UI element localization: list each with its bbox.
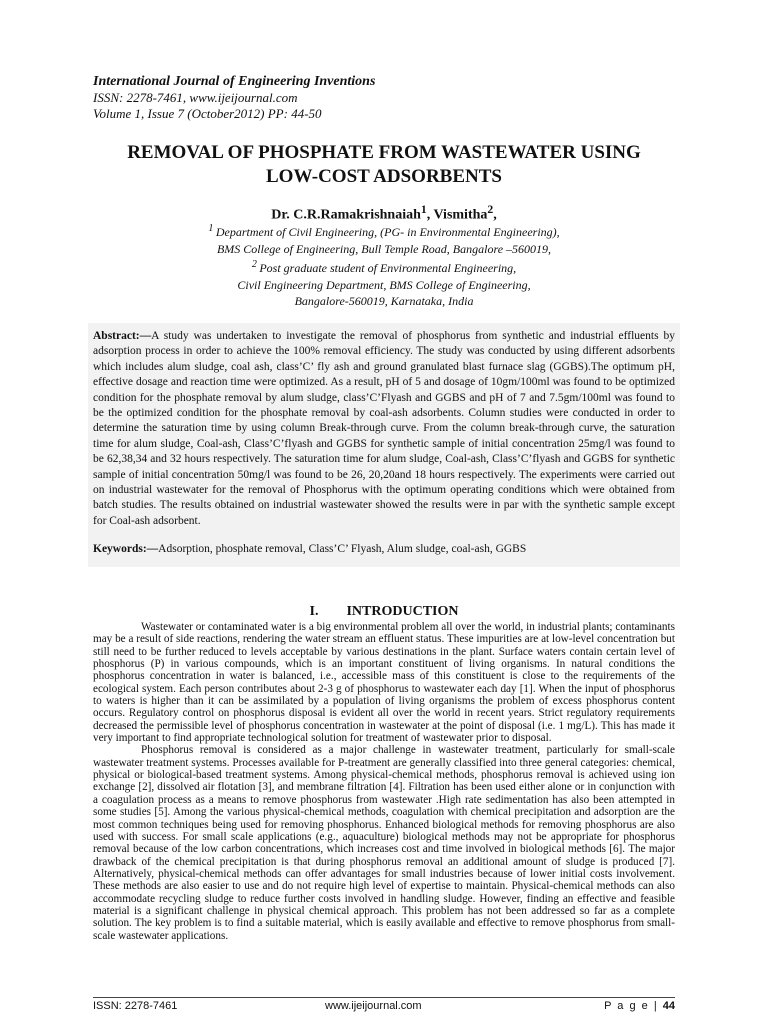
journal-name: International Journal of Engineering Inventions — [93, 74, 376, 89]
volume-line: Volume 1, Issue 7 (October2012) PP: 44-50 — [93, 106, 322, 121]
abstract — [93, 329, 675, 529]
title-line-1: REMOVAL OF PHOSPHATE FROM WASTEWATER USING — [127, 142, 641, 163]
keywords-label: Keywords:— — [93, 543, 159, 555]
affiliation-line-5: Bangalore-560019, Karnataka, India — [294, 294, 474, 308]
footer-divider — [93, 997, 675, 998]
affiliations — [60, 221, 708, 310]
page-label: P a g e | — [604, 1000, 663, 1012]
author-2: Vismitha — [433, 207, 488, 223]
author-1: Dr. C.R.Ramakrishnaiah — [271, 207, 421, 223]
abstract-text: A study was undertaken to investigate the removal of phosphorus from synthetic and industrial effluents by adsorption process in order to achieve the 100% removal efficiency. The study was conducted by using different adsorbents which includes alum sludge, coal ash, class’C’ fly ash and ground granulated blast furnace slag (GGBS).The optimum pH, effective dosage and reaction time were optimized. As a result, pH of 5 and dosage of 10gm/100ml was found to be optimized condition for the phosphate removal by alum sludge, class’C’Flyash and GGBS and pH of 7 and 7.5gm/100ml was found to be the optimized condition for the phosphate removal by coal-ash adsorbents. Column studies were conducted in order to determine the saturation time by using column Break-through curve. From the column break-through curve, the saturation time for alum sludge, Coal-ash, Class’C’flyash and GGBS for synthetic sample of initial concentration 25mg/l was found to be 62,38,34 and 32 hours respectively. The saturation time for alum sludge, Coal-ash, Class’C’flyash and GGBS for synthetic sample of initial concentration 50mg/l was found to be 26, 20,20and 18 hours respectively. The experiments were carried out on industrial wastewater for the removal of Phosphorus with the optimum operating conditions which were obtained from batch studies. The results obtained on industrial wastewater showed the results were in par with the synthetic sample except for Coal-ash adsorbent. — [93, 330, 675, 527]
section-title: INTRODUCTION — [346, 604, 459, 619]
section-heading — [60, 604, 708, 620]
affiliation-line-3 — [60, 257, 708, 277]
footer-page-number — [604, 1000, 675, 1012]
section-number: I. — [309, 604, 319, 619]
keywords — [93, 543, 675, 555]
affiliation-line-4: Civil Engineering Department, BMS College of Engineering, — [237, 277, 531, 292]
affiliation-line-1 — [60, 221, 708, 241]
author-end: , — [493, 207, 497, 223]
page-number: 44 — [662, 1000, 675, 1012]
issn-line: ISSN: 2278-7461, www.ijeijournal.com — [93, 90, 298, 105]
introduction-body — [93, 621, 675, 942]
footer-website-link[interactable]: www.ijeijournal.com — [325, 1000, 422, 1012]
affiliation-text-1: Department of Civil Engineering, (PG- in Environmental Engineering), — [215, 225, 560, 239]
paper-title — [60, 141, 708, 189]
author-1-sup: 1 — [420, 203, 427, 216]
footer-issn: ISSN: 2278-7461 — [93, 1000, 178, 1012]
journal-header — [93, 73, 375, 122]
affiliation-sup-2: 2 — [251, 259, 260, 270]
paragraph: Phosphorus removal is considered as a major challenge in wastewater treatment, particularly for small-scale wastewater treatment systems. Processes available for P-treatment are generally classified into three general categories: chemical, physical or biological-based treatment systems. Among physical-chemical methods, phosphorus removal is achieved using ion exchange [2], dissolved air flotation [3], and membrane filtration [4]. Filtration has been used either alone or in conjunction with a coagulation process as a means to remove phosphorus from wastewater .High rate sedimentation has also been attempted in some studies [5]. Among the various physical-chemical methods, coagulation with chemical precipitation and adsorption are the most common techniques being used for removing phosphorus. Enhanced biological methods for removing phosphorus are also used with success. For small scale applications (e.g., aquaculture) biological methods may not be appropriate for phosphorus removal because of the low carbon concentrations, which increases cost and time involved in biological methods [6]. The major drawback of the chemical precipitation is that during phosphorus removal an additional amount of sludge is produced [7]. Alternatively, physical-chemical methods can offer advantages for small industries because of lower initial costs involvement. These methods are also easier to use and do not require high level of expertise to maintain. Physical-chemical methods can also accommodate recycling sludge to reduce further costs involved in handling sludge. However, finding an effective and feasible material is a significant challenge in physical chemical approach. This problem has not been addressed so far as a complete solution. The key problem is to find a suitable material, which is easily available and effective to remove phosphorus from small-scale wastewater applications. — [93, 744, 675, 942]
keywords-text: Adsorption, phosphate removal, Class’C’ Flyash, Alum sludge, coal-ash, GGBS — [158, 543, 527, 555]
author-2-sup: 2 — [487, 203, 494, 216]
title-line-2: LOW-COST ADSORBENTS — [266, 166, 502, 187]
abstract-label: Abstract:— — [93, 330, 152, 342]
paragraph: Wastewater or contaminated water is a big environmental problem all over the world, in industrial plants; contaminants may be a result of side reactions, rendering the water stream an effluent status. These impurities are at low-level concentration but still need to be further reduced to levels acceptable by various destinations in the plant. Surface waters contain certain level of phosphorus (P) in various compounds, which is an important constituent of living organisms. In natural conditions the phosphorus concentration in water is balanced, i.e., accessible mass of this constituent is close to the requirements of the ecological system. Each person contributes about 2-3 g of phosphorus to wastewater each day [1]. When the input of phosphorus to waters is higher than it can be assimilated by a population of living organisms the problem of excess phosphorus content occurs. Regulatory control on phosphorus disposal is evident all over the world in recent years. Strict regulatory requirements decreased the permissible level of phosphorus concentration in wastewater at the point of disposal (i.e. 1 mg/L). This has made it very important to find appropriate technological solution for treatment of wastewater prior to disposal. — [93, 621, 675, 745]
affiliation-text-3: Post graduate student of Environmental Engineering, — [259, 261, 517, 275]
author-sep: , — [426, 207, 434, 223]
affiliation-line-2: BMS College of Engineering, Bull Temple Road, Bangalore –560019, — [216, 241, 552, 256]
affiliation-sup-1: 1 — [208, 223, 216, 234]
